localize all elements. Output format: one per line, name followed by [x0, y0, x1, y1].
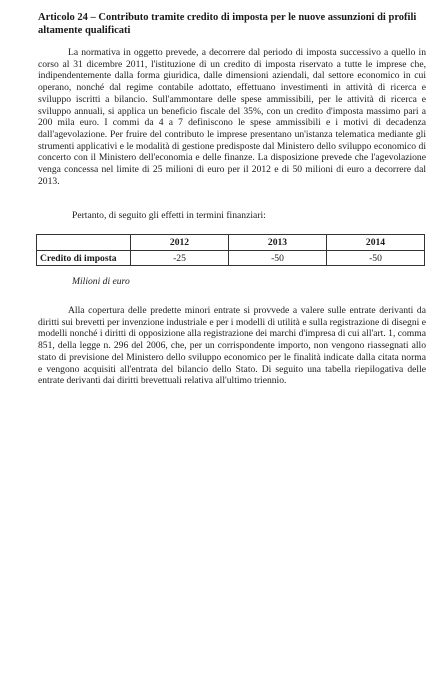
- table-header-year: 2013: [229, 235, 327, 251]
- table-cell-value: -50: [229, 251, 327, 266]
- table-header-year: 2014: [327, 235, 425, 251]
- table-cell-value: -50: [327, 251, 425, 266]
- table-header-year: 2012: [131, 235, 229, 251]
- table-cell-value: -25: [131, 251, 229, 266]
- table-row-label: Credito di imposta: [37, 251, 131, 266]
- financial-effects-table: [36, 234, 425, 266]
- paragraph-normativa: La normativa in oggetto prevede, a decorrere dal periodo di imposta successivo a quello in corso al 31 dicembre 2011, l'istituzione di un credito di imposta riservato a tutte le imprese che, indipendentemente dalla forma giuridica, dalle dimensioni aziendali, dal settore economico in cui operano, nonché dal regime contabile adottato, effettuano investimenti in attività di ricerca e sviluppo iscritti a bilancio. Sull'ammontare delle spese ammissibili, per le attività di ricerca e sviluppo annuali, si applica un beneficio fiscale del 35%, con un credito d'imposta massimo pari a 200 mila euro. I commi da 4 a 7 definiscono le spese ammissibili e i motivi di decadenza dall'agevolazione. Per fruire del contributo le imprese presentano un'istanza telematica mediante gli strumenti applicativi e le modalità di gestione predisposte dal Ministero dello sviluppo economico di concerto con il Ministero dell'economia e delle finanze. La disposizione prevede che l'agevolazione venga concessa nel limite di 25 milioni di euro per il 2012 e di 50 milioni di euro a decorrere dal 2013.: [38, 47, 426, 187]
- paragraph-effetti: Pertanto, di seguito gli effetti in termini finanziari:: [72, 210, 266, 221]
- article-heading: Articolo 24 – Contributo tramite credito di imposta per le nuove assunzioni di profili altamente qualificati: [38, 12, 417, 36]
- unit-note: Milioni di euro: [72, 276, 130, 287]
- table-corner-cell: [37, 235, 131, 251]
- paragraph-copertura: Alla copertura delle predette minori entrate si provvede a valere sulle entrate derivanti da diritti sui brevetti per invenzione industriale e per i modelli di utilità e sulla registrazione di disegni e modelli nonché i diritti di opposizione alla registrazione dei marchi d'impresa di cui all'art. 1, comma 851, della legge n. 296 del 2006, che, per un corrispondente importo, non vengono riassegnati allo stato di previsione del Ministero dello sviluppo economico per le finalità indicate dalla citata norma e vengono acquisiti all'entrata del bilancio dello Stato. Di seguito una tabella riepilogativa delle entrate derivanti dai diritti brevettuali relativa all'ultimo triennio.: [38, 305, 426, 387]
- table-header-row: [37, 235, 425, 251]
- table-row: [37, 251, 425, 266]
